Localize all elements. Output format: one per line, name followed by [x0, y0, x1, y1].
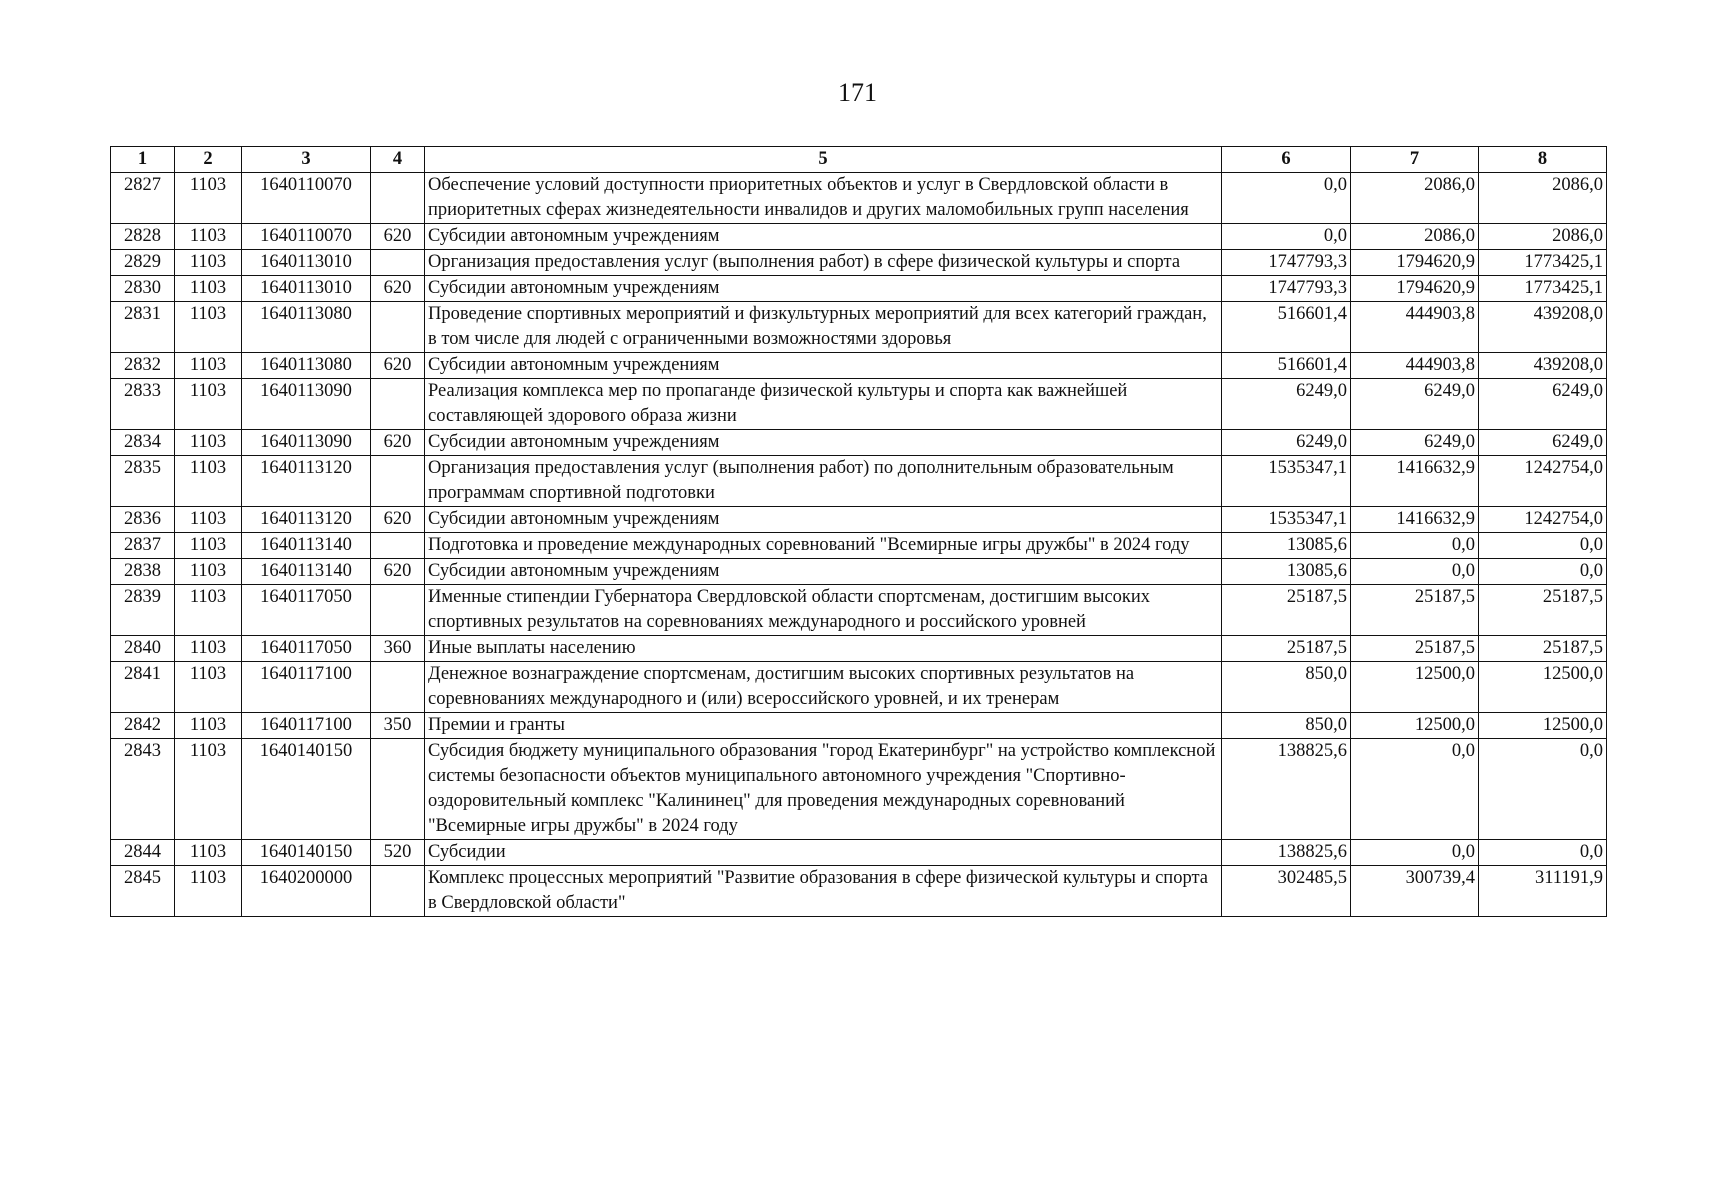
- target-code: 1640117100: [242, 713, 371, 739]
- section-code: 1103: [175, 739, 242, 840]
- row-number: 2834: [111, 430, 175, 456]
- type-code: 620: [371, 224, 425, 250]
- item-name: Подготовка и проведение международных соревнований "Всемирные игры дружбы" в 2024 году: [425, 533, 1222, 559]
- budget-table: [110, 146, 1607, 917]
- amount-col-8: 1242754,0: [1479, 507, 1607, 533]
- item-name: Именные стипендии Губернатора Свердловской области спортсменам, достигшим высоких спортивных результатов на соревнованиях международного и российского уровней: [425, 585, 1222, 636]
- amount-col-6: 1535347,1: [1222, 456, 1351, 507]
- type-code: [371, 456, 425, 507]
- section-code: 1103: [175, 507, 242, 533]
- section-code: 1103: [175, 533, 242, 559]
- amount-col-7: 25187,5: [1351, 585, 1479, 636]
- type-code: [371, 250, 425, 276]
- type-code: [371, 379, 425, 430]
- table-row: [111, 840, 1607, 866]
- amount-col-6: 0,0: [1222, 224, 1351, 250]
- section-code: 1103: [175, 353, 242, 379]
- type-code: [371, 585, 425, 636]
- row-number: 2827: [111, 173, 175, 224]
- target-code: 1640113120: [242, 507, 371, 533]
- type-code: 620: [371, 353, 425, 379]
- table-row: [111, 456, 1607, 507]
- item-name: Организация предоставления услуг (выполнения работ) в сфере физической культуры и спорта: [425, 250, 1222, 276]
- amount-col-8: 12500,0: [1479, 713, 1607, 739]
- section-code: 1103: [175, 250, 242, 276]
- row-number: 2830: [111, 276, 175, 302]
- target-code: 1640113140: [242, 559, 371, 585]
- table-row: [111, 662, 1607, 713]
- row-number: 2838: [111, 559, 175, 585]
- amount-col-7: 0,0: [1351, 559, 1479, 585]
- table-row: [111, 250, 1607, 276]
- target-code: 1640113120: [242, 456, 371, 507]
- row-number: 2841: [111, 662, 175, 713]
- item-name: Субсидии автономным учреждениям: [425, 430, 1222, 456]
- row-number: 2842: [111, 713, 175, 739]
- amount-col-8: 439208,0: [1479, 302, 1607, 353]
- amount-col-7: 444903,8: [1351, 353, 1479, 379]
- amount-col-8: 25187,5: [1479, 636, 1607, 662]
- table-row: [111, 379, 1607, 430]
- amount-col-7: 6249,0: [1351, 379, 1479, 430]
- type-code: 620: [371, 559, 425, 585]
- amount-col-6: 1747793,3: [1222, 250, 1351, 276]
- table-row: [111, 713, 1607, 739]
- type-code: [371, 173, 425, 224]
- target-code: 1640200000: [242, 866, 371, 917]
- amount-col-7: 300739,4: [1351, 866, 1479, 917]
- section-code: 1103: [175, 840, 242, 866]
- amount-col-7: 1416632,9: [1351, 507, 1479, 533]
- amount-col-8: 25187,5: [1479, 585, 1607, 636]
- item-name: Организация предоставления услуг (выполнения работ) по дополнительным образовательным программам спортивной подготовки: [425, 456, 1222, 507]
- amount-col-6: 138825,6: [1222, 840, 1351, 866]
- section-code: 1103: [175, 636, 242, 662]
- amount-col-6: 25187,5: [1222, 585, 1351, 636]
- item-name: Обеспечение условий доступности приоритетных объектов и услуг в Свердловской области в приоритетных сферах жизнедеятельности инвалидов и других маломобильных групп населения: [425, 173, 1222, 224]
- row-number: 2829: [111, 250, 175, 276]
- item-name: Премии и гранты: [425, 713, 1222, 739]
- table-row: [111, 224, 1607, 250]
- amount-col-7: 2086,0: [1351, 224, 1479, 250]
- section-code: 1103: [175, 224, 242, 250]
- row-number: 2837: [111, 533, 175, 559]
- header-col-4: 4: [371, 147, 425, 173]
- target-code: 1640117050: [242, 585, 371, 636]
- target-code: 1640113090: [242, 379, 371, 430]
- amount-col-7: 12500,0: [1351, 662, 1479, 713]
- row-number: 2832: [111, 353, 175, 379]
- table-row: [111, 302, 1607, 353]
- amount-col-7: 0,0: [1351, 840, 1479, 866]
- target-code: 1640113080: [242, 302, 371, 353]
- table-row: [111, 507, 1607, 533]
- amount-col-8: 6249,0: [1479, 430, 1607, 456]
- amount-col-6: 850,0: [1222, 662, 1351, 713]
- target-code: 1640140150: [242, 840, 371, 866]
- amount-col-8: 2086,0: [1479, 224, 1607, 250]
- item-name: Денежное вознаграждение спортсменам, достигшим высоких спортивных результатов на соревнованиях международного и (или) всероссийского уровней, и их тренерам: [425, 662, 1222, 713]
- amount-col-8: 0,0: [1479, 739, 1607, 840]
- amount-col-7: 6249,0: [1351, 430, 1479, 456]
- section-code: 1103: [175, 379, 242, 430]
- row-number: 2839: [111, 585, 175, 636]
- type-code: 620: [371, 276, 425, 302]
- table-row: [111, 559, 1607, 585]
- amount-col-6: 516601,4: [1222, 353, 1351, 379]
- section-code: 1103: [175, 713, 242, 739]
- header-col-1: 1: [111, 147, 175, 173]
- type-code: 620: [371, 507, 425, 533]
- row-number: 2840: [111, 636, 175, 662]
- item-name: Субсидия бюджету муниципального образования "город Екатеринбург" на устройство комплексной системы безопасности объектов муниципального автономного учреждения "Спортивно-оздоровительный комплекс "Калининец" для проведения международных соревнований "Всемирные игры дружбы" в 2024 году: [425, 739, 1222, 840]
- amount-col-8: 6249,0: [1479, 379, 1607, 430]
- item-name: Субсидии автономным учреждениям: [425, 224, 1222, 250]
- amount-col-6: 1747793,3: [1222, 276, 1351, 302]
- section-code: 1103: [175, 866, 242, 917]
- amount-col-6: 1535347,1: [1222, 507, 1351, 533]
- section-code: 1103: [175, 662, 242, 713]
- amount-col-6: 13085,6: [1222, 559, 1351, 585]
- amount-col-6: 0,0: [1222, 173, 1351, 224]
- type-code: 520: [371, 840, 425, 866]
- table-row: [111, 173, 1607, 224]
- table-row: [111, 739, 1607, 840]
- table-row: [111, 866, 1607, 917]
- item-name: Субсидии автономным учреждениям: [425, 353, 1222, 379]
- target-code: 1640113090: [242, 430, 371, 456]
- amount-col-6: 138825,6: [1222, 739, 1351, 840]
- row-number: 2836: [111, 507, 175, 533]
- target-code: 1640113010: [242, 276, 371, 302]
- row-number: 2835: [111, 456, 175, 507]
- amount-col-6: 13085,6: [1222, 533, 1351, 559]
- target-code: 1640110070: [242, 224, 371, 250]
- header-col-3: 3: [242, 147, 371, 173]
- target-code: 1640117100: [242, 662, 371, 713]
- item-name: Субсидии автономным учреждениям: [425, 276, 1222, 302]
- table-row: [111, 585, 1607, 636]
- amount-col-7: 444903,8: [1351, 302, 1479, 353]
- page-number: 171: [838, 78, 877, 107]
- type-code: [371, 302, 425, 353]
- item-name: Комплекс процессных мероприятий "Развитие образования в сфере физической культуры и спорта в Свердловской области": [425, 866, 1222, 917]
- amount-col-7: 1416632,9: [1351, 456, 1479, 507]
- header-col-5: 5: [425, 147, 1222, 173]
- amount-col-6: 6249,0: [1222, 379, 1351, 430]
- amount-col-8: 1773425,1: [1479, 250, 1607, 276]
- amount-col-8: 0,0: [1479, 559, 1607, 585]
- amount-col-7: 25187,5: [1351, 636, 1479, 662]
- row-number: 2833: [111, 379, 175, 430]
- amount-col-8: 311191,9: [1479, 866, 1607, 917]
- amount-col-8: 1242754,0: [1479, 456, 1607, 507]
- table-row: [111, 353, 1607, 379]
- table-row: [111, 430, 1607, 456]
- amount-col-6: 516601,4: [1222, 302, 1351, 353]
- target-code: 1640117050: [242, 636, 371, 662]
- amount-col-6: 302485,5: [1222, 866, 1351, 917]
- type-code: [371, 739, 425, 840]
- header-col-7: 7: [1351, 147, 1479, 173]
- amount-col-6: 850,0: [1222, 713, 1351, 739]
- row-number: 2844: [111, 840, 175, 866]
- item-name: Иные выплаты населению: [425, 636, 1222, 662]
- section-code: 1103: [175, 585, 242, 636]
- section-code: 1103: [175, 559, 242, 585]
- table-row: [111, 276, 1607, 302]
- amount-col-7: 1794620,9: [1351, 250, 1479, 276]
- section-code: 1103: [175, 456, 242, 507]
- item-name: Субсидии: [425, 840, 1222, 866]
- item-name: Проведение спортивных мероприятий и физкультурных мероприятий для всех категорий граждан, в том числе для людей с ограниченными возможностями здоровья: [425, 302, 1222, 353]
- row-number: 2828: [111, 224, 175, 250]
- type-code: 360: [371, 636, 425, 662]
- type-code: [371, 533, 425, 559]
- row-number: 2843: [111, 739, 175, 840]
- row-number: 2831: [111, 302, 175, 353]
- type-code: 350: [371, 713, 425, 739]
- amount-col-8: 12500,0: [1479, 662, 1607, 713]
- target-code: 1640113080: [242, 353, 371, 379]
- item-name: Реализация комплекса мер по пропаганде физической культуры и спорта как важнейшей составляющей здорового образа жизни: [425, 379, 1222, 430]
- section-code: 1103: [175, 276, 242, 302]
- amount-col-8: 439208,0: [1479, 353, 1607, 379]
- table-header-row: [111, 147, 1607, 173]
- type-code: [371, 866, 425, 917]
- type-code: 620: [371, 430, 425, 456]
- section-code: 1103: [175, 173, 242, 224]
- row-number: 2845: [111, 866, 175, 917]
- amount-col-8: 0,0: [1479, 840, 1607, 866]
- header-col-2: 2: [175, 147, 242, 173]
- amount-col-7: 2086,0: [1351, 173, 1479, 224]
- amount-col-8: 2086,0: [1479, 173, 1607, 224]
- header-col-8: 8: [1479, 147, 1607, 173]
- amount-col-7: 0,0: [1351, 739, 1479, 840]
- amount-col-7: 1794620,9: [1351, 276, 1479, 302]
- item-name: Субсидии автономным учреждениям: [425, 559, 1222, 585]
- type-code: [371, 662, 425, 713]
- target-code: 1640113010: [242, 250, 371, 276]
- section-code: 1103: [175, 430, 242, 456]
- target-code: 1640140150: [242, 739, 371, 840]
- amount-col-6: 6249,0: [1222, 430, 1351, 456]
- target-code: 1640113140: [242, 533, 371, 559]
- amount-col-7: 12500,0: [1351, 713, 1479, 739]
- item-name: Субсидии автономным учреждениям: [425, 507, 1222, 533]
- table-row: [111, 636, 1607, 662]
- amount-col-8: 1773425,1: [1479, 276, 1607, 302]
- header-col-6: 6: [1222, 147, 1351, 173]
- amount-col-7: 0,0: [1351, 533, 1479, 559]
- section-code: 1103: [175, 302, 242, 353]
- amount-col-8: 0,0: [1479, 533, 1607, 559]
- table-row: [111, 533, 1607, 559]
- target-code: 1640110070: [242, 173, 371, 224]
- amount-col-6: 25187,5: [1222, 636, 1351, 662]
